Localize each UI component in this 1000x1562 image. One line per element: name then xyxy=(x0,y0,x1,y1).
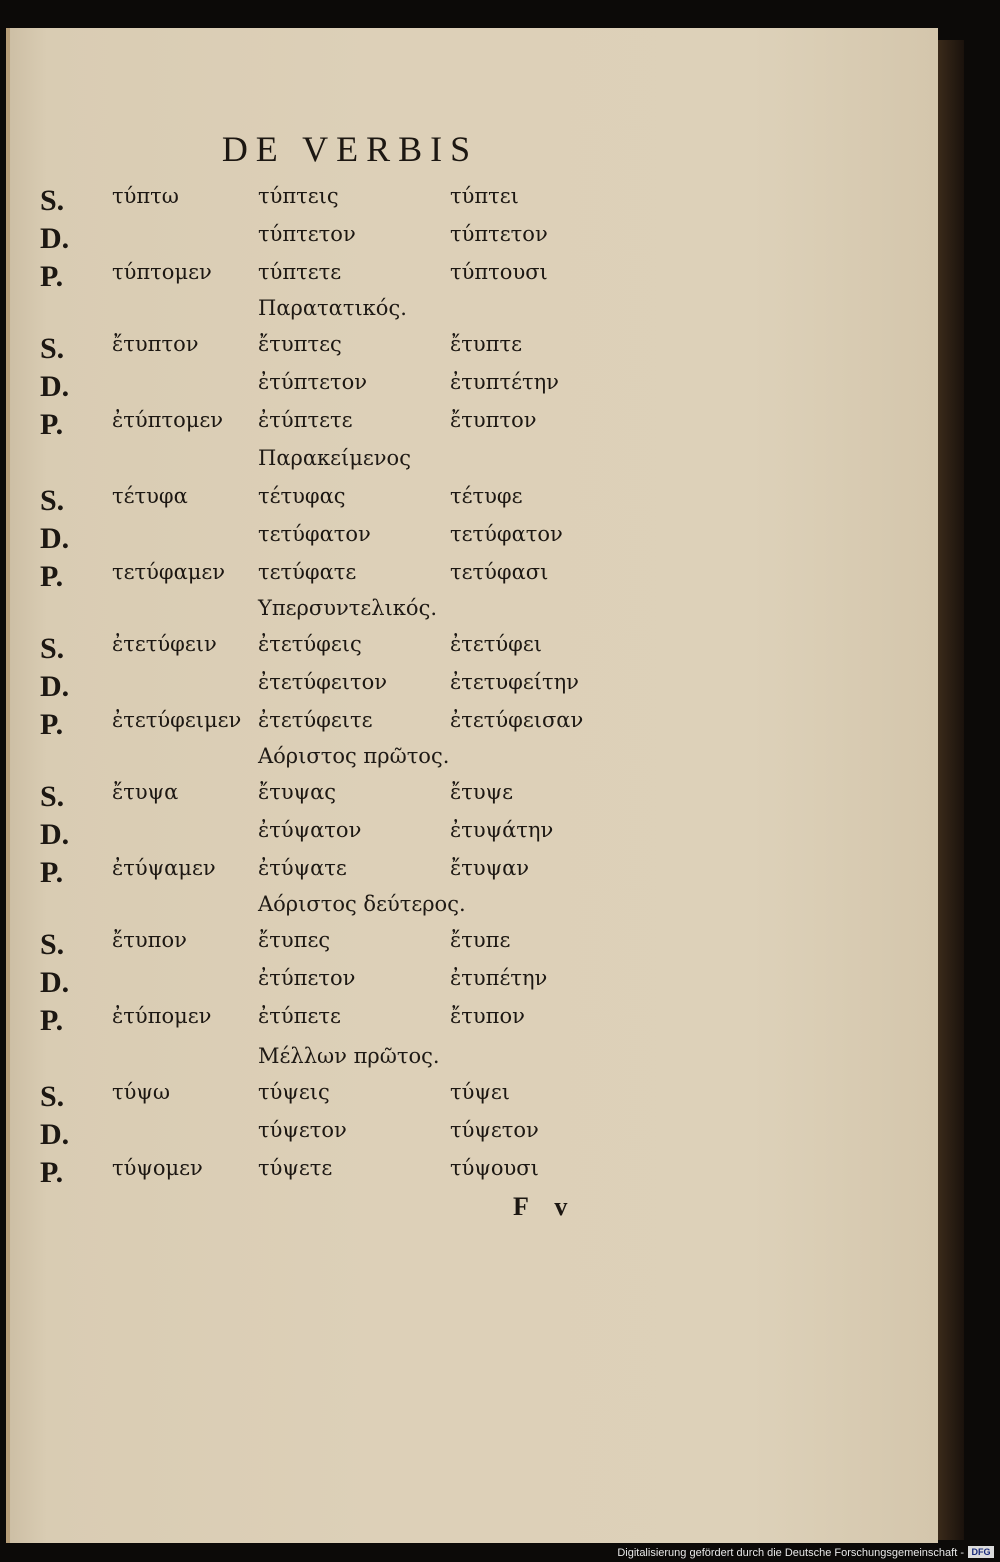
verb-form: ἐτετύφεισαν xyxy=(450,708,584,732)
verb-form: ἐτύψαμεν xyxy=(112,856,216,880)
conjugation-row xyxy=(0,670,800,706)
verb-form: ἐτετύφειμεν xyxy=(112,708,242,732)
conjugation-row xyxy=(0,1156,800,1192)
conjugation-row xyxy=(0,818,800,854)
verb-form: ἔτυψε xyxy=(450,780,513,804)
verb-form: ἐτύπτομεν xyxy=(112,408,224,432)
verb-form: ἔτυπον xyxy=(112,928,187,952)
verb-form: τετύφατε xyxy=(258,560,357,584)
verb-form: τύψετον xyxy=(450,1118,539,1142)
verb-form: τύπτετον xyxy=(450,222,548,246)
number-label: D. xyxy=(40,1118,70,1151)
page-header: DE VERBIS xyxy=(221,129,479,169)
verb-form: τύψει xyxy=(450,1080,510,1104)
dfg-logo-icon: DFG xyxy=(968,1546,994,1558)
verb-form: ἐτύψατον xyxy=(258,818,362,842)
verb-form: ἐτετύφεις xyxy=(258,632,362,656)
verb-form: ἐτύπτετε xyxy=(258,408,353,432)
verb-form: ἔτυπτον xyxy=(112,332,199,356)
conjugation-row xyxy=(0,708,800,744)
conjugation-row xyxy=(0,370,800,406)
verb-form: ἐτύπετον xyxy=(258,966,356,990)
number-label: S. xyxy=(40,928,65,961)
tense-heading: Μέλλων πρῶτος. xyxy=(258,1044,440,1068)
conjugation-row xyxy=(0,780,800,816)
verb-form: τύπτουσι xyxy=(450,260,548,284)
verb-form: ἔτυπτες xyxy=(258,332,342,356)
tense-heading: Παρατατικός. xyxy=(258,296,407,320)
verb-form: τετύφαμεν xyxy=(112,560,226,584)
number-label: P. xyxy=(40,1004,64,1037)
verb-form: τύπτω xyxy=(112,184,179,208)
verb-form: ἐτετυφείτην xyxy=(450,670,579,694)
conjugation-row xyxy=(0,332,800,368)
verb-form: τέτυφε xyxy=(450,484,523,508)
verb-form: ἔτυπτε xyxy=(450,332,522,356)
footer-credit: Digitalisierung gefördert durch die Deutsche Forschungsgemeinschaft - xyxy=(617,1547,964,1559)
verb-form: ἐτύπομεν xyxy=(112,1004,212,1028)
verb-form: ἐτετύφειν xyxy=(112,632,217,656)
verb-form: τέτυφα xyxy=(112,484,188,508)
number-label: P. xyxy=(40,560,64,593)
conjugation-row xyxy=(0,928,800,964)
verb-form: τύψω xyxy=(112,1080,170,1104)
verb-form: τύψετε xyxy=(258,1156,333,1180)
number-label: D. xyxy=(40,818,70,851)
verb-form: τύπτετε xyxy=(258,260,342,284)
verb-form: ἐτυπέτην xyxy=(450,966,548,990)
number-label: S. xyxy=(40,780,65,813)
verb-form: ἔτυψα xyxy=(112,780,179,804)
conjugation-row xyxy=(0,632,800,668)
conjugation-row xyxy=(0,408,800,444)
conjugation-row xyxy=(0,260,800,296)
verb-form: ἐτετύφειτον xyxy=(258,670,387,694)
verb-form: τύψεις xyxy=(258,1080,330,1104)
number-label: D. xyxy=(40,522,70,555)
tense-heading: Αόριστος πρῶτος. xyxy=(258,744,450,768)
verb-form: ἐτυψάτην xyxy=(450,818,554,842)
verb-form: τύπτομεν xyxy=(112,260,212,284)
number-label: S. xyxy=(40,332,65,365)
conjugation-row xyxy=(0,184,800,220)
tense-heading: Αόριστος δεύτερος. xyxy=(258,892,466,916)
number-label: S. xyxy=(40,484,65,517)
verb-form: ἐτετύφειτε xyxy=(258,708,373,732)
verb-form: τύπτει xyxy=(450,184,519,208)
number-label: P. xyxy=(40,708,64,741)
number-label: S. xyxy=(40,184,65,217)
verb-form: ἐτύπτετον xyxy=(258,370,367,394)
tense-heading: Παρακείμενος xyxy=(258,446,411,470)
conjugation-row xyxy=(0,966,800,1002)
conjugation-row xyxy=(0,522,800,558)
number-label: P. xyxy=(40,1156,64,1189)
verb-form: τετύφατον xyxy=(450,522,563,546)
verb-form: ἐτετύφει xyxy=(450,632,542,656)
tense-heading: Υπερσυντελικός. xyxy=(258,596,438,620)
number-label: P. xyxy=(40,260,64,293)
conjugation-row xyxy=(0,560,800,596)
verb-form: ἔτυψας xyxy=(258,780,337,804)
verb-form: τύψετον xyxy=(258,1118,347,1142)
conjugation-row xyxy=(0,222,800,258)
verb-form: τετύφασι xyxy=(450,560,549,584)
number-label: D. xyxy=(40,966,70,999)
conjugation-row xyxy=(0,856,800,892)
number-label: D. xyxy=(40,670,70,703)
verb-form: ἔτυπτον xyxy=(450,408,537,432)
verb-form: ἐτυπτέτην xyxy=(450,370,559,394)
number-label: D. xyxy=(40,370,70,403)
verb-form: ἔτυπε xyxy=(450,928,511,952)
number-label: D. xyxy=(40,222,70,255)
verb-form: ἔτυπον xyxy=(450,1004,525,1028)
number-label: S. xyxy=(40,632,65,665)
number-label: P. xyxy=(40,856,64,889)
number-label: S. xyxy=(40,1080,65,1113)
verb-form: τύπτετον xyxy=(258,222,356,246)
verb-form: ἐτύπετε xyxy=(258,1004,341,1028)
verb-form: τύψουσι xyxy=(450,1156,539,1180)
conjugation-row xyxy=(0,1080,800,1116)
verb-form: τετύφατον xyxy=(258,522,371,546)
conjugation-row xyxy=(0,1004,800,1040)
verb-form: τύψομεν xyxy=(112,1156,203,1180)
verb-form: τύπτεις xyxy=(258,184,339,208)
verb-form: ἐτύψατε xyxy=(258,856,347,880)
conjugation-row xyxy=(0,1118,800,1154)
verb-form: τέτυφας xyxy=(258,484,346,508)
verb-form: ἔτυψαν xyxy=(450,856,530,880)
number-label: P. xyxy=(40,408,64,441)
signature-mark: F v xyxy=(513,1192,578,1221)
verb-form: ἔτυπες xyxy=(258,928,331,952)
conjugation-row xyxy=(0,484,800,520)
page-right-edge xyxy=(938,40,964,1540)
